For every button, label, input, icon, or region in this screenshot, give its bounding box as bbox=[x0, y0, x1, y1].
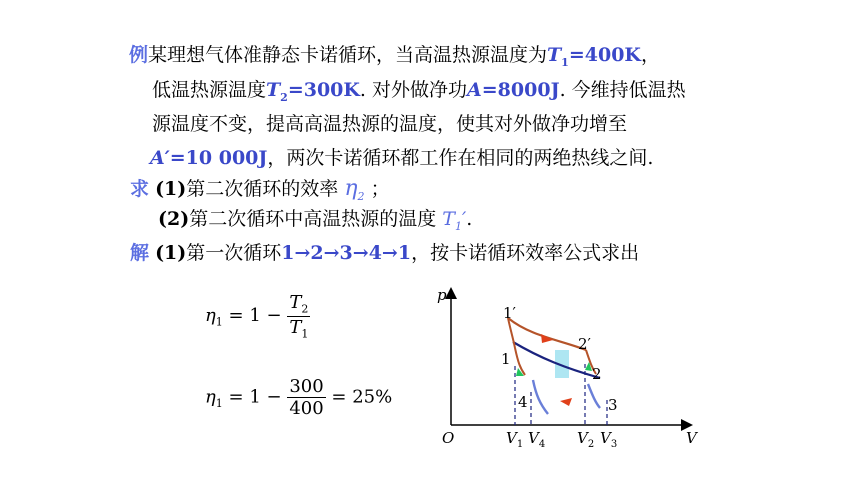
adiabat-left-lower bbox=[533, 380, 548, 414]
tick-v4: $V_4$ bbox=[528, 429, 546, 450]
tick-v2: $V_2$ bbox=[577, 429, 595, 450]
adiabat-right-lower bbox=[588, 384, 600, 408]
tick-v1: $V_1$ bbox=[506, 429, 524, 450]
problem-line-4: A′=10 000J，两次卡诺循环都工作在相同的两绝热线之间. bbox=[150, 147, 654, 169]
problem-line-1: 例某理想气体准静态卡诺循环，当高温热源温度为$T_1=400K$， bbox=[129, 44, 660, 69]
find-label: 求 bbox=[130, 178, 150, 200]
problem-line-3: 源温度不变，提高高温热源的温度，使其对外做净功增至 bbox=[152, 113, 628, 135]
solution-step-1: 解 (1)第一次循环1→2→3→4→1，按卡诺循环效率公式求出 bbox=[130, 242, 640, 264]
efficiency-formula-numeric: $\eta_1 = 1$ − $\frac{300}{400}$ = 25% bbox=[205, 376, 393, 419]
v-axis-label: V bbox=[686, 429, 697, 447]
question-1: 求 (1)第二次循环的效率 $\eta_2$ ； bbox=[130, 176, 390, 203]
tick-v3: $V_3$ bbox=[600, 429, 618, 450]
fraction-t2-over-t1: $\frac{T_2}{T_1}$ bbox=[289, 292, 309, 341]
origin-label: O bbox=[442, 429, 455, 447]
point-1: 1 bbox=[501, 350, 511, 368]
fraction-300-over-400: $\frac{300}{400}$ bbox=[289, 376, 324, 419]
point-2-prime: 2′ bbox=[578, 335, 591, 353]
arrow-red-bottom bbox=[560, 398, 572, 406]
point-1-prime: 1′ bbox=[503, 304, 516, 322]
p-axis-label: p bbox=[437, 286, 447, 304]
example-label: 例 bbox=[129, 44, 149, 66]
point-2: 2 bbox=[592, 365, 602, 383]
efficiency-formula-symbolic: $\eta_1 = 1$ − $\frac{T_2}{T_1}$ bbox=[205, 292, 309, 341]
point-4: 4 bbox=[518, 393, 528, 411]
point-3: 3 bbox=[608, 396, 618, 414]
problem-line-2: 低温热源温度$T_2=300K$. 对外做净功A=8000J. 今维持低温热 bbox=[152, 79, 686, 104]
solve-label: 解 bbox=[130, 242, 150, 264]
question-2: (2)第二次循环中高温热源的温度 $T_1'$. bbox=[158, 208, 473, 233]
